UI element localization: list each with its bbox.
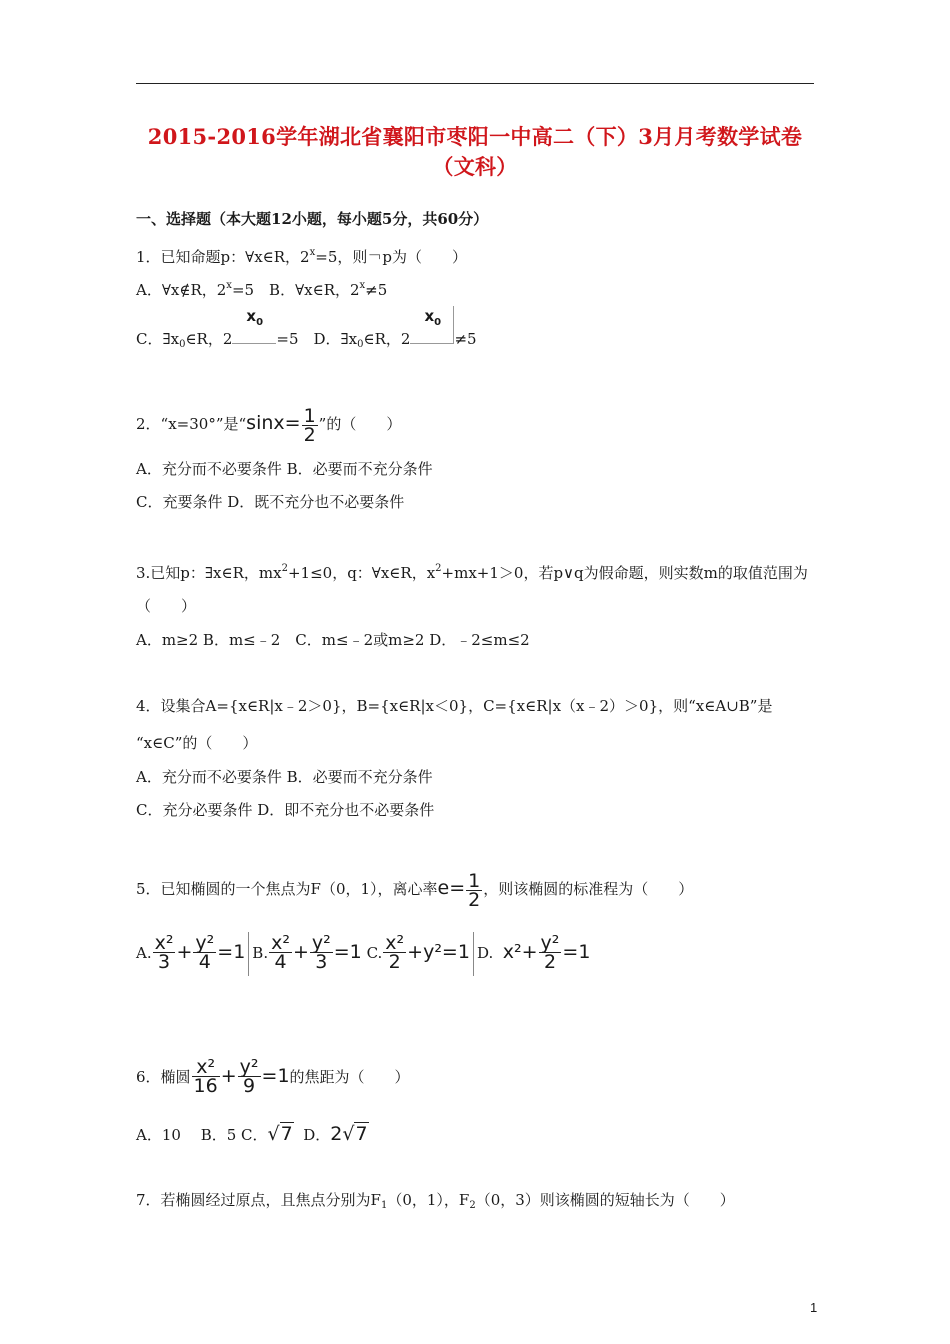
header-rule [136,83,814,84]
option-a-equation: $\frac{\text{x²}}{3}$ + $\frac{\text{y²}}{4}$ =1 [154,932,246,973]
question-4-stem-cont: “x∈C”的（ ） [136,734,258,752]
question-4-options-cd: C．充分必要条件 D．即不充分也不必要条件 [136,801,435,819]
question-3-stem: 3.已知p：∃x∈R，$mx^2+1\le 0$，q：∀x∈R，$x^2+mx+1>0$，若p∨q为假命题，则实数m的取值范围为 [136,563,808,582]
question-6-options: A．10 B．5 C．√7 D．2√7 [136,1123,368,1145]
option-d-equation: x²+ $\frac{\text{y²}}{2}$ =1 [502,932,591,973]
question-6-stem: 6．椭圆 $\frac{\text{x²}}{16}$ + $\frac{\text{y²}}{9}$ =1的焦距为（ ） [136,1056,410,1097]
question-5-options: A. $\frac{\text{x²}}{3}$ + $\frac{\text{y²}}{4}$ =1 B. $\frac{\text{x²}}{4}$ + $\frac{\text{y²}}{3}$ =1 C. $\frac{\text{x²}}{2}$ +y²=1 D. x²+ $\frac{\text{y²}}{2}$ =1 [136,928,590,977]
question-5-stem: 5．已知椭圆的一个焦点为F（0，1），离心率e= $\frac{1}{2}$ ，则该椭圆的标准程为（ ） [136,869,694,911]
section-heading: 一、选择题（本大题12小题，每小题5分，共60分） [136,210,489,228]
question-2-options-ab: A．充分而不必要条件 B．必要而不充分条件 [136,460,433,478]
question-3-answer-paren: （ ） [136,597,197,615]
question-3-options: A．m≥2 B．m≤﹣2 C．m≤﹣2或m≥2 D．﹣2≤m≤2 [136,631,530,649]
question-4-options-ab: A．充分而不必要条件 B．必要而不充分条件 [136,768,433,786]
exponent-image: $x_0$ [410,322,454,348]
ellipse-equation: $\frac{\text{x²}}{16}$ + $\frac{\text{y²}}{9}$ =1 [193,1056,290,1097]
two-sqrt-seven: 2√7 [330,1123,368,1145]
question-1-stem: 1．已知命题p：∀x∈R，$2^x=5$，则￢p为（ ） [136,247,467,266]
question-2-options-cd: C．充要条件 D．既不充分也不必要条件 [136,493,405,511]
page-title: 2015-2016学年湖北省襄阳市枣阳一中高二（下）3月月考数学试卷（文科） [147,124,803,179]
question-1-options-cd: C．$\exists x_0\in R$，2 $x_0$ =5 D．$\exists x_0\in R$，2 $x_0$ ≠5 [136,307,477,350]
page-number: 1 [810,1300,818,1315]
option-c-equation: $\frac{\text{x²}}{2}$ +y²=1 [385,932,470,973]
question-2-stem: 2．“x=30°”是“sinx= $\frac{1}{2}$ ”的（ ） [136,404,402,446]
option-b-equation: $\frac{\text{x²}}{4}$ + $\frac{\text{y²}}{3}$ =1 [271,932,362,973]
sqrt-seven: √7 [267,1123,293,1145]
exponent-image: $x_0$ [232,322,276,348]
question-4-stem: 4．设集合A={x∈R|x﹣2＞0}，B={x∈R|x＜0}，C={x∈R|x（x﹣2）＞0}，则“x∈A∪B”是 [136,697,773,715]
question-1-options-ab: A．∀x∉R，$2^x=5$ B．∀x∈R，$2^x\ne 5$ [136,280,388,299]
question-7-stem: 7．若椭圆经过原点，且焦点分别为$F_1(0$，1），$F_2(0$，3）则该椭圆的短轴长为（ ） [136,1191,735,1211]
